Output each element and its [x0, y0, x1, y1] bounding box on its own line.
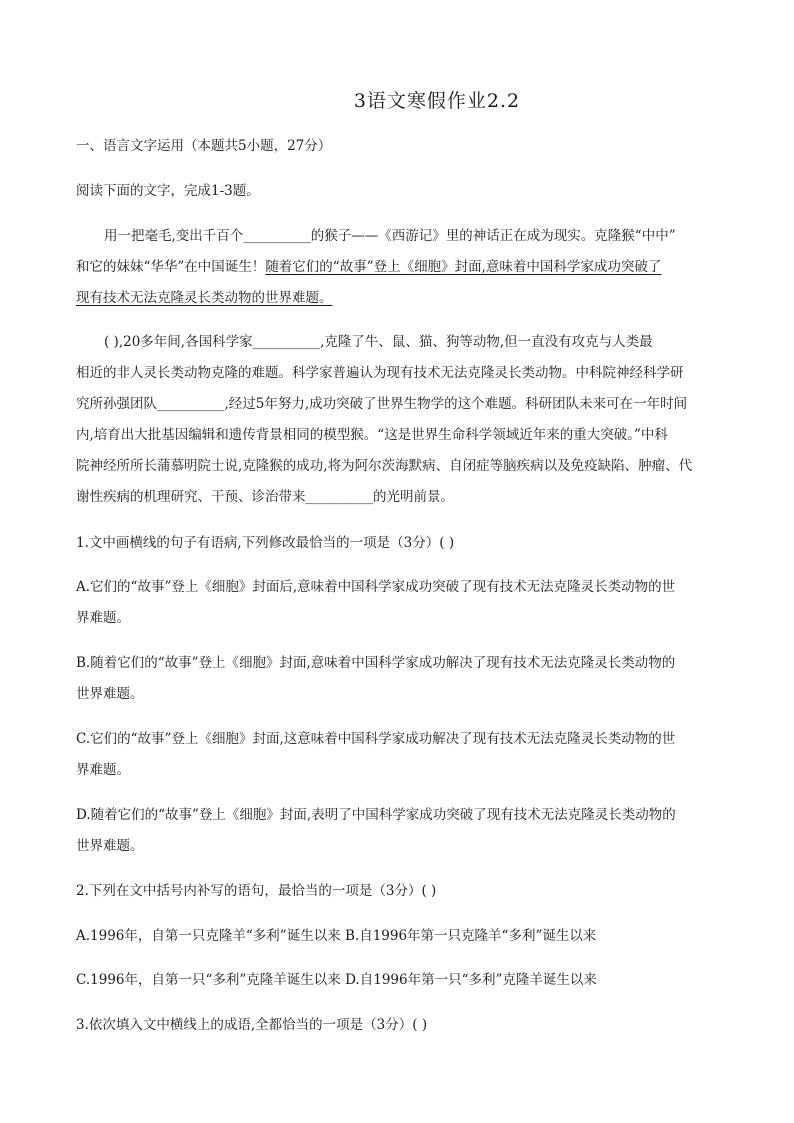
- question-2-stem: 2.下列在文中括号内补写的语句，最恰当的一项是（3分）( ): [76, 883, 437, 899]
- question-2-options-cd: C.1996年，自第一只“多利”克隆羊诞生以来 D.自1996年第一只“多利”克隆羊诞生以来: [76, 972, 597, 988]
- paragraph-text: 和它的妹妹“华华”在中国诞生！: [76, 259, 266, 275]
- question-3-stem: 3.依次填入文中横线上的成语,全都恰当的一项是（3分）( ): [76, 1017, 428, 1033]
- paragraph-line: 用一把毫毛,变出千百个__________的猴子——《西游记》里的神话正在成为现实。克隆猴“中中”: [104, 228, 676, 244]
- question-1-option-b: B.随着它们的“故事”登上《细胞》封面,意味着中国科学家成功解决了现有技术无法克隆灵长类动物的: [76, 655, 676, 671]
- question-1-option-c-cont: 界难题。: [76, 762, 130, 778]
- question-1-option-d-cont: 世界难题。: [76, 838, 144, 854]
- paragraph-line: 院神经所所长蒲慕明院士说,克隆猴的成功,将为阿尔茨海默病、自闭症等脑疾病以及免疫缺陷、肿瘤、代: [76, 458, 693, 474]
- underlined-sentence: 随着它们的“故事”登上《细胞》封面,意味着中国科学家成功突破了: [265, 259, 662, 275]
- underlined-sentence: 现有技术无法克隆灵长类动物的世界难题。: [76, 290, 333, 306]
- question-1-option-d: D.随着它们的“故事”登上《细胞》封面,表明了中国科学家成功突破了现有技术无法克隆灵长类动物的: [76, 807, 676, 823]
- page-title: 3语文寒假作业2.2: [353, 90, 521, 112]
- paragraph-line: 谢性疾病的机理研究、干预、诊治带来__________的光明前景。: [76, 489, 454, 505]
- question-1-option-a-cont: 界难题。: [76, 610, 130, 626]
- paragraph-line: [76, 258, 726, 276]
- section-heading: 一、语言文字运用（本题共5小题，27分）: [76, 138, 332, 154]
- paragraph-line: 究所孙强团队__________,经过5年努力,成功突破了世界生物学的这个难题。科研团队未来可在一年时间: [76, 396, 688, 412]
- paragraph-line: 相近的非人灵长类动物克隆的难题。科学家普遍认为现有技术无法克隆灵长类动物。中科院神经科学研: [76, 365, 684, 381]
- reading-instruction: 阅读下面的文字，完成1-3题。: [76, 183, 260, 199]
- question-2-options-ab: A.1996年，自第一只克隆羊“多利”诞生以来 B.自1996年第一只克隆羊“多利”诞生以来: [76, 928, 597, 944]
- question-1-option-b-cont: 世界难题。: [76, 686, 144, 702]
- question-1-option-c: C.它们的“故事”登上《细胞》封面,这意味着中国科学家成功解决了现有技术无法克隆灵长类动物的世: [76, 731, 676, 747]
- paragraph-line: 内,培育出大批基因编辑和遗传背景相同的模型猴。“这是世界生命科学领域近年来的重大突破。”中科: [76, 427, 668, 443]
- question-1-option-a: A.它们的“故事”登上《细胞》封面后,意味着中国科学家成功突破了现有技术无法克隆灵长类动物的世: [76, 579, 676, 595]
- question-1-stem: 1.文中画横线的句子有语病,下列修改最恰当的一项是（3分）( ): [76, 535, 455, 551]
- paragraph-line: ( ),20多年间,各国科学家__________,克隆了牛、鼠、猫、狗等动物,但一直没有攻克与人类最: [104, 334, 653, 350]
